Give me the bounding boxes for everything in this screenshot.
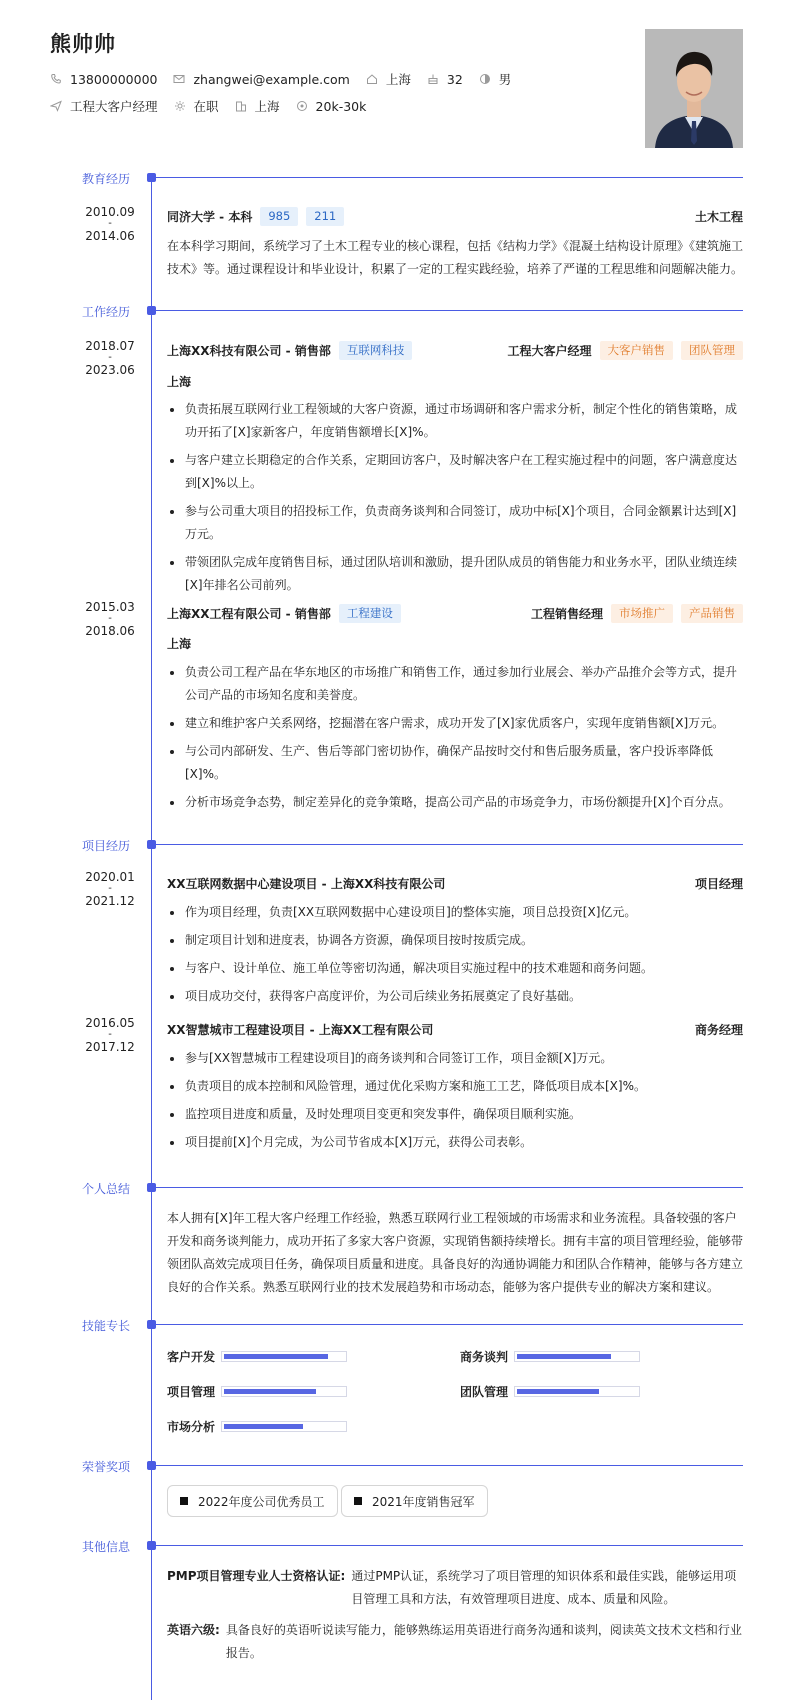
project-role: 项目经理 [694, 877, 743, 891]
industry-tag: 互联网科技 [339, 341, 413, 360]
major: 土木工程 [694, 210, 743, 224]
work-header [167, 604, 743, 623]
list-item: 项目成功交付，获得客户高度评价，为公司后续业务拓展奠定了良好基础。 [167, 985, 745, 1008]
age-item [427, 72, 463, 87]
project-date: 2020.01 - 2021.12 [85, 870, 135, 908]
target-city-text: 上海 [254, 99, 280, 114]
other-value: 具备良好的英语听说读写能力，能够熟练运用英语进行商务沟通和谈判，阅读英文技术文档和行业报告。 [225, 1623, 742, 1660]
other-key: 英语六级: [167, 1623, 220, 1637]
education-date: 2010.09 - 2014.06 [85, 205, 135, 243]
section-divider [156, 177, 743, 178]
section-title-awards: 荣誉奖项 [82, 1460, 131, 1474]
location-item [366, 70, 411, 88]
skill-name: 客户开发 [167, 1350, 216, 1364]
list-item: 带领团队完成年度销售目标，通过团队培训和激励，提升团队成员的销售能力和业务水平，团队业绩连续[X]年排名公司前列。 [167, 551, 745, 597]
skill-bar-fill [224, 1354, 328, 1359]
section-title-projects: 项目经历 [82, 839, 131, 853]
list-item: 负责拓展互联网行业工程领域的大客户资源，通过市场调研和客户需求分析，制定个性化的销售策略，成功开拓了[X]家新客户，年度销售额增长[X]%。 [167, 398, 745, 444]
phone-icon [50, 73, 62, 85]
other-item [167, 1565, 745, 1611]
section-title-education: 教育经历 [82, 172, 131, 186]
section-marker [147, 173, 156, 182]
gender-text: 男 [498, 72, 512, 87]
skill-bar-fill [224, 1389, 316, 1394]
award-text: 2021年度销售冠军 [372, 1494, 475, 1509]
job-title-text: 工程大客户经理 [70, 99, 158, 114]
education-description: 在本科学习期间，系统学习了土木工程专业的核心课程，包括《结构力学》《混凝土结构设计原理》《建筑施工技术》等。通过课程设计和毕业设计，积累了一定的工程实践经验，培养了严谨的工程思维和问题解决能力。 [167, 239, 744, 276]
job-intent-row [50, 97, 382, 115]
age-text: 32 [446, 71, 463, 87]
coin-icon [296, 100, 308, 112]
skill-tag: 市场推广 [611, 604, 673, 623]
list-item: 与公司内部研发、生产、售后等部门密切协作，确保产品按时交付和售后服务质量，客户投诉率降低[X]%。 [167, 740, 745, 786]
skill-bar [514, 1351, 640, 1362]
skill-item [460, 1348, 640, 1365]
section-marker [147, 1183, 156, 1192]
work-city: 上海 [167, 637, 192, 651]
skill-bar-fill [517, 1389, 599, 1394]
send-icon [50, 100, 62, 112]
company-name: 上海XX工程有限公司 - 销售部 [167, 607, 331, 621]
summary-text: 本人拥有[X]年工程大客户经理工作经验，熟悉互联网行业工程领域的市场需求和业务流程。具备较强的客户开发和商务谈判能力，成功开拓了多家大客户资源，实现销售额持续增长。拥有丰富的项目管理经验，能够带领团队高效完成项目任务，确保项目质量和进度。具备良好的沟通协调能力和团队合作精神，能够与各方建立良好的合作关系。熟悉互联网行业的技术发展趋势和市场动态，能够为客户提供专业的解决方案和建议。 [167, 1211, 744, 1294]
status-item [174, 97, 219, 115]
gear-icon [174, 100, 186, 112]
list-item: 分析市场竞争态势，制定差异化的竞争策略，提高公司产品的市场竞争力，市场份额提升[X]个百分点。 [167, 791, 745, 814]
square-bullet-icon [180, 1497, 188, 1505]
skill-bar [221, 1351, 347, 1362]
list-item: 负责项目的成本控制和风险管理，通过优化采购方案和施工工艺，降低项目成本[X]%。 [167, 1075, 745, 1098]
contact-row [50, 70, 527, 88]
project-bullets [167, 1047, 745, 1159]
skill-bar [221, 1386, 347, 1397]
list-item: 与客户、设计单位、施工单位等密切沟通，解决项目实施过程中的技术难题和商务问题。 [167, 957, 745, 980]
skill-name: 团队管理 [460, 1385, 509, 1399]
skill-item [167, 1418, 347, 1435]
list-item: 参与[XX智慧城市工程建设项目]的商务谈判和合同签订工作，项目金额[X]万元。 [167, 1047, 745, 1070]
work-date: 2018.07 - 2023.06 [85, 339, 135, 377]
salary-text: 20k-30k [315, 98, 367, 114]
skill-item [460, 1383, 640, 1400]
section-divider [156, 1324, 743, 1325]
section-title-work: 工作经历 [82, 305, 131, 319]
project-title: XX智慧城市工程建设项目 - 上海XX工程有限公司 [167, 1023, 434, 1037]
skill-name: 商务谈判 [460, 1350, 509, 1364]
location-text: 上海 [385, 72, 411, 87]
section-marker [147, 1541, 156, 1550]
project-header [167, 875, 743, 892]
award-badge [341, 1485, 488, 1517]
section-marker [147, 306, 156, 315]
other-key: PMP项目管理专业人士资格认证: [167, 1569, 346, 1583]
school-tag: 985 [260, 207, 298, 226]
timeline-line [151, 176, 152, 1700]
skill-item [167, 1383, 347, 1400]
gender-item [479, 70, 512, 88]
work-date: 2015.03 - 2018.06 [85, 600, 135, 638]
list-item: 制定项目计划和进度表，协调各方资源，确保项目按时按质完成。 [167, 929, 745, 952]
job-role: 工程大客户经理 [507, 344, 592, 358]
skill-name: 市场分析 [167, 1420, 216, 1434]
section-divider [156, 310, 743, 311]
phone-item [50, 72, 157, 87]
status-text: 在职 [193, 99, 219, 114]
job-title-item [50, 97, 158, 115]
skill-bar [514, 1386, 640, 1397]
other-item [167, 1619, 745, 1665]
target-city-item [235, 97, 280, 115]
award-text: 2022年度公司优秀员工 [198, 1494, 325, 1509]
list-item: 参与公司重大项目的招投标工作，负责商务谈判和合同签订，成功中标[X]个项目，合同金额累计达到[X]万元。 [167, 500, 745, 546]
section-title-other: 其他信息 [82, 1540, 131, 1554]
list-item: 监控项目进度和质量，及时处理项目变更和突发事件，确保项目顺利实施。 [167, 1103, 745, 1126]
section-divider [156, 844, 743, 845]
section-marker [147, 840, 156, 849]
email-item [173, 72, 349, 87]
mail-icon [173, 73, 185, 85]
project-role: 商务经理 [694, 1023, 743, 1037]
skill-name: 项目管理 [167, 1385, 216, 1399]
company-name: 上海XX科技有限公司 - 销售部 [167, 344, 331, 358]
salary-item [296, 99, 367, 114]
skill-bar-fill [517, 1354, 611, 1359]
work-bullets [167, 398, 745, 602]
list-item: 项目提前[X]个月完成，为公司节省成本[X]万元，获得公司表彰。 [167, 1131, 745, 1154]
candidate-name: 熊帅帅 [50, 32, 116, 56]
education-header [167, 207, 743, 226]
building-icon [235, 100, 247, 112]
section-title-summary: 个人总结 [82, 1182, 131, 1196]
industry-tag: 工程建设 [339, 604, 401, 623]
other-value: 通过PMP认证，系统学习了项目管理的知识体系和最佳实践，能够运用项目管理工具和方法，有效管理项目进度、成本、质量和风险。 [351, 1569, 737, 1606]
section-marker [147, 1461, 156, 1470]
section-title-skills: 技能专长 [82, 1319, 131, 1333]
section-divider [156, 1187, 743, 1188]
home-icon [366, 73, 378, 85]
skill-bar-fill [224, 1424, 303, 1429]
section-divider [156, 1465, 743, 1466]
list-item: 负责公司工程产品在华东地区的市场推广和销售工作，通过参加行业展会、举办产品推介会等方式，提升公司产品的市场知名度和美誉度。 [167, 661, 745, 707]
job-role: 工程销售经理 [530, 607, 603, 621]
list-item: 作为项目经理，负责[XX互联网数据中心建设项目]的整体实施，项目总投资[X]亿元。 [167, 901, 745, 924]
project-bullets [167, 901, 745, 1013]
work-city: 上海 [167, 375, 192, 389]
section-divider [156, 1545, 743, 1546]
square-bullet-icon [354, 1497, 362, 1505]
school-name: 同济大学 - 本科 [167, 210, 253, 224]
project-title: XX互联网数据中心建设项目 - 上海XX科技有限公司 [167, 877, 446, 891]
work-bullets [167, 661, 745, 819]
email-text: zhangwei@example.com [193, 71, 350, 87]
list-item: 与客户建立长期稳定的合作关系，定期回访客户，及时解决客户在工程实施过程中的问题，客户满意度达到[X]%以上。 [167, 449, 745, 495]
award-badge [167, 1485, 338, 1517]
section-marker [147, 1320, 156, 1329]
skill-tag: 产品销售 [681, 604, 743, 623]
cake-icon [427, 73, 439, 85]
work-header [167, 341, 743, 360]
profile-photo [645, 29, 743, 148]
gender-icon [479, 73, 491, 85]
phone-text: 13800000000 [70, 71, 158, 87]
skill-item [167, 1348, 347, 1365]
skill-tag: 团队管理 [681, 341, 743, 360]
list-item: 建立和维护客户关系网络，挖掘潜在客户需求，成功开发了[X]家优质客户，实现年度销售额[X]万元。 [167, 712, 745, 735]
project-header [167, 1021, 743, 1038]
skill-tag: 大客户销售 [600, 341, 674, 360]
skill-bar [221, 1421, 347, 1432]
project-date: 2016.05 - 2017.12 [85, 1016, 135, 1054]
school-tag: 211 [306, 207, 344, 226]
